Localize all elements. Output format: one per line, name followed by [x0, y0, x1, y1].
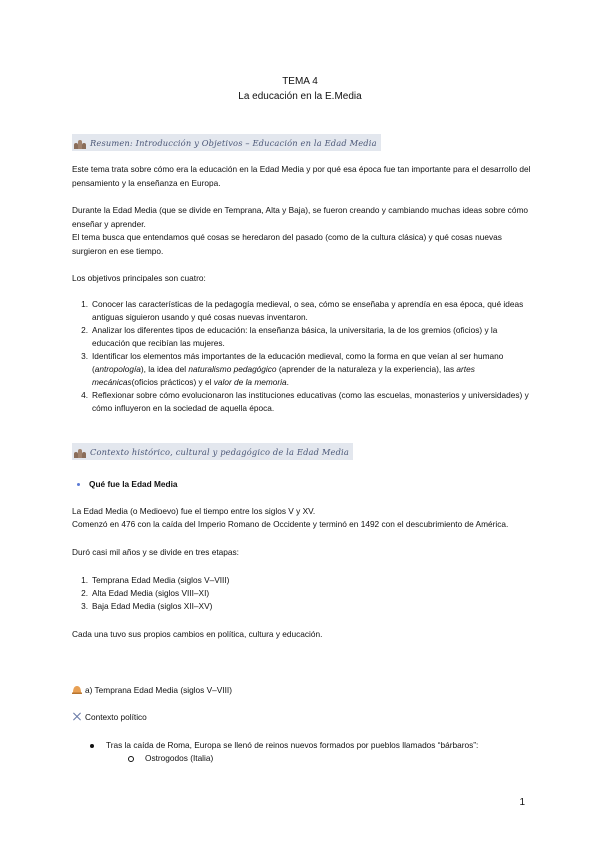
bell-icon	[72, 685, 82, 694]
objectives-list	[72, 298, 532, 415]
sub-bullet-ostrogodos: Ostrogodos (Italia)	[128, 752, 213, 765]
early-title: a) Temprana Edad Media (siglos V–VIII)	[72, 684, 232, 697]
bullet-icon	[90, 744, 94, 748]
what-line-2: Comenzó en 476 con la caída del Imperio Romano de Occidente y terminó en 1492 con el descubrimiento de América.	[72, 519, 509, 529]
section-heading-context	[72, 443, 353, 460]
list-item: 1. Conocer las características de la pedagogía medieval, o sea, cómo se enseñaba y aprendía en esa época, qué ideas antiguas siguieron usando y qué cosas nuevas inventaron.	[81, 299, 524, 322]
topic-title: TEMA 4	[282, 76, 318, 87]
section-heading-intro	[72, 134, 381, 151]
people-icon	[73, 446, 87, 458]
what-line-1: La Edad Media (o Medioevo) fue el tiempo entre los siglos V y XV.	[72, 506, 316, 516]
bullet-what: Qué fue la Edad Media	[77, 478, 178, 491]
list-item: 4. Reflexionar sobre cómo evolucionaron las instituciones educativas (como las escuelas, monasterios y universidades) y cómo influyeron en la sociedad de aquella época.	[81, 390, 529, 413]
intro-paragraph-2b: El tema busca que entendamos qué cosas se heredaron del pasado (como de la cultura clásica) y qué cosas nuevas surgieron en ese tiempo.	[72, 232, 502, 256]
section-heading-text: Contexto histórico, cultural y pedagógico de la Edad Media	[90, 446, 349, 457]
page-number: 1	[519, 797, 525, 808]
bullet-icon	[77, 483, 80, 486]
changes-line: Cada una tuvo sus propios cambios en política, cultura y educación.	[72, 629, 323, 639]
list-item: 3. Baja Edad Media (siglos XII–XV)	[81, 601, 213, 611]
people-icon	[73, 137, 87, 149]
list-item: 1. Temprana Edad Media (siglos V–VIII)	[81, 575, 230, 585]
context-title: Contexto político	[72, 711, 147, 724]
stages-list	[72, 574, 532, 613]
topic-subtitle: La educación en la E.Media	[238, 91, 362, 102]
intro-paragraph-2a: Durante la Edad Media (que se divide en Temprana, Alta y Baja), se fueron creando y cambiando muchas ideas sobre cómo enseñar y aprender.	[72, 205, 528, 229]
list-item: 2. Analizar los diferentes tipos de educación: la enseñanza básica, la universitaria, la de los gremios (oficios) y la educación que recibían las mujeres.	[81, 325, 498, 348]
section-heading-text: Resumen: Introducción y Objetivos – Educación en la Edad Media	[90, 137, 377, 148]
what-line-3: Duró casi mil años y se divide en tres etapas:	[72, 547, 239, 557]
list-item: 3. Identificar los elementos más importantes de la educación medieval, como la forma en que veían al ser humano (antropología), la idea del naturalismo pedagógico (aprender de la naturaleza y la experiencia), las artes mecánicas(oficios prácticos) y el valor de la memoria.	[81, 351, 504, 387]
intro-paragraph-1: Este tema trata sobre cómo era la educación en la Edad Media y por qué esa época fue tan importante para el desarrollo del pensamiento y la enseñanza en Europa.	[72, 164, 531, 188]
list-item: 2. Alta Edad Media (siglos VIII–XI)	[81, 588, 210, 598]
crossed-swords-icon	[72, 712, 82, 721]
intro-paragraph-3: Los objetivos principales son cuatro:	[72, 273, 206, 283]
hollow-bullet-icon	[128, 756, 134, 762]
bullet-reinos: Tras la caída de Roma, Europa se llenó de reinos nuevos formados por pueblos llamados “bárbaros”:	[90, 739, 478, 752]
